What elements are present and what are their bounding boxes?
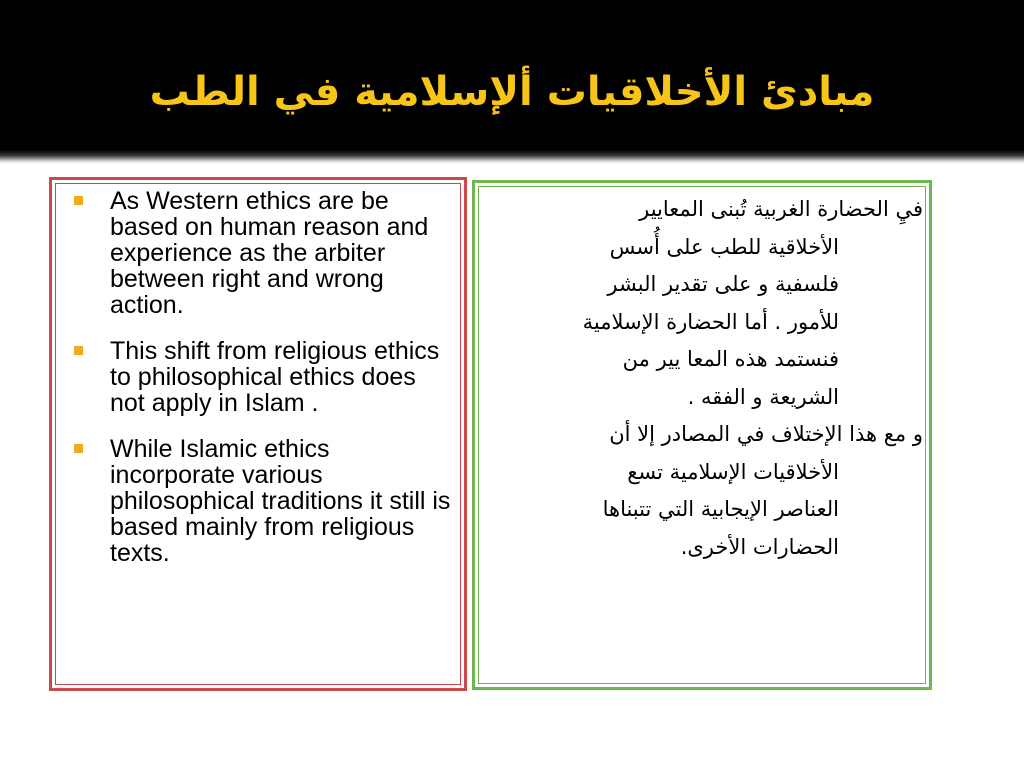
- square-bullet-icon: [74, 346, 83, 355]
- slide-title: مبادئ الأخلاقيات ألإسلامية في الطب: [149, 69, 875, 115]
- arabic-paragraph: [483, 191, 923, 566]
- arabic-line: فلسفية و على تقدير البشر: [607, 272, 839, 296]
- english-bullet-list: [74, 188, 454, 586]
- arabic-line: للأمور . أما الحضارة الإسلامية: [582, 309, 839, 334]
- bullet-item: [74, 338, 454, 416]
- bullet-text: This shift from religious ethics to philosophical ethics does not apply in Islam .: [110, 337, 440, 417]
- title-bar: [0, 0, 1024, 160]
- arabic-text-box: [472, 180, 932, 690]
- square-bullet-icon: [74, 196, 83, 205]
- arabic-line: الأخلاقية للطب على أُسس: [609, 234, 839, 259]
- title-divider: [0, 150, 1024, 164]
- bullet-text: While Islamic ethics incorporate various philosophical traditions it still is based mainly from religious texts.: [110, 435, 451, 567]
- bullet-item: [74, 436, 454, 566]
- arabic-line: فنستمد هذه المعا يير من: [622, 347, 839, 371]
- bullet-text: As Western ethics are be based on human reason and experience as the arbiter between right and wrong action.: [110, 187, 429, 319]
- square-bullet-icon: [74, 444, 83, 453]
- english-text-box: [49, 177, 467, 691]
- arabic-line: الأخلاقيات الإسلامية تسع: [627, 459, 839, 484]
- arabic-line: الشريعة و الفقه .: [687, 384, 839, 409]
- arabic-line: فيِ الحضارة الغربية تُبنى المعايير: [639, 197, 923, 221]
- bullet-item: [74, 188, 454, 318]
- arabic-line: الحضارات الأخرى.: [680, 534, 839, 559]
- arabic-line: و مع هذا الإختلاف في المصادر إلا أن: [609, 422, 923, 446]
- arabic-line: العناصر الإيجابية التي تتبناها: [602, 497, 839, 521]
